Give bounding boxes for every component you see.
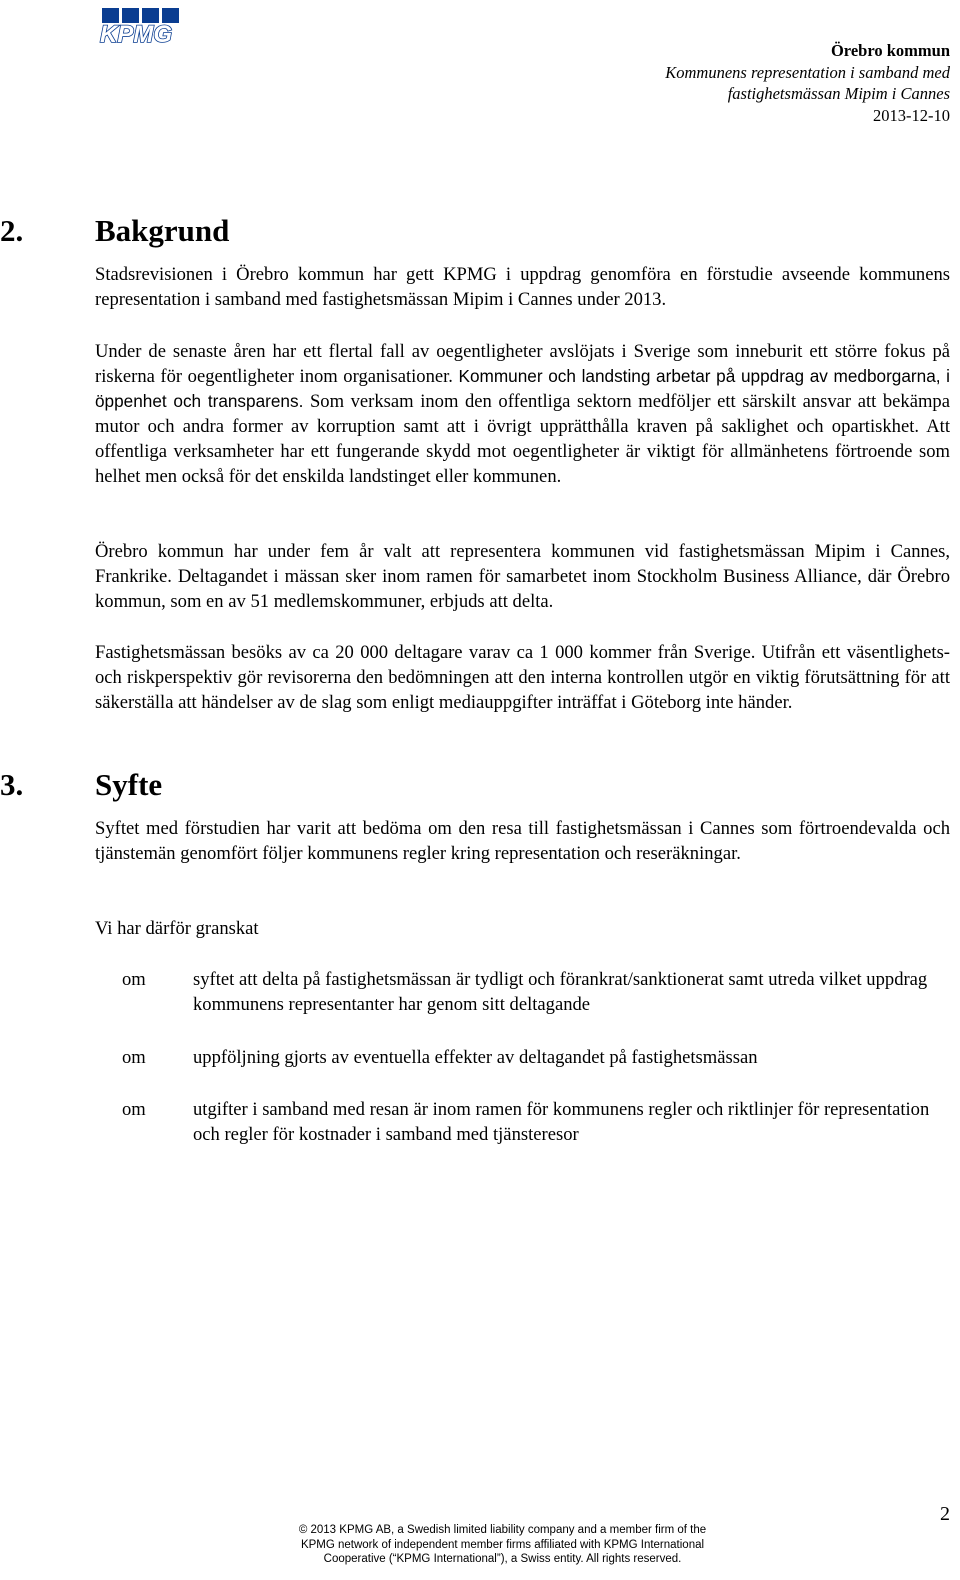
- bakgrund-paragraph-2: [95, 339, 950, 489]
- bakgrund-paragraph-4: Fastighetsmässan besöks av ca 20 000 deltagare varav ca 1 000 kommer från Sverige. Utifrån ett väsentlighets- och riskperspektiv gör revisorerna den bedömningen att den interna kontrollen utgör en viktig förutsättning för att säkerställa att händelser av de slag som enligt mediauppgifter inträffat i Göteborg inte händer.: [95, 642, 950, 713]
- footer-line-1: © 2013 KPMG AB, a Swedish limited liability company and a member firm of the: [298, 1524, 707, 1536]
- syfte-paragraph-1: Syftet med förstudien har varit att bedöma om den resa till fastighetsmässan i Cannes som förtroendevalda och tjänstemän genomfört följer kommunens regler kring representation och reseräkningar.: [95, 818, 950, 864]
- list-item-marker: om: [122, 1047, 146, 1068]
- kpmg-logo: [92, 6, 184, 46]
- header-org: Örebro kommun: [830, 41, 950, 60]
- document-header: [665, 40, 950, 126]
- section-title-bakgrund: Bakgrund: [95, 213, 230, 248]
- section-title-syfte: Syfte: [95, 767, 163, 802]
- list-item-marker: om: [122, 969, 146, 990]
- logo-text: KPMG: [100, 21, 172, 46]
- list-item-text: utgifter i samband med resan är inom ramen för kommunens regler och riktlinjer för representation och regler för kostnader i samband med tjänsteresor: [193, 1099, 930, 1145]
- list-item-text: uppföljning gjorts av eventuella effekter av deltagandet på fastighetsmässan: [193, 1047, 758, 1068]
- list-item-marker: om: [122, 1099, 146, 1120]
- page-number: 2: [940, 1503, 950, 1525]
- header-subtitle-line2: fastighetsmässan Mipim i Cannes: [727, 84, 950, 103]
- bakgrund-paragraph-2-part-3: Som verksam inom den offentliga sektorn medföljer ett särskilt ansvar att bekämpa mutor och andra former av korruption samt att i övrigt upprätthålla kraven på saklighet och opartiskhet. Att offentliga verksamheter har ett fungerande skydd mot oegentligheter är viktigt för allmänhetens förtroende som helhet men också för det enskilda landstinget eller kommunen.: [95, 391, 950, 487]
- footer-line-2: KPMG network of independent member firms affiliated with KPMG International: [300, 1538, 705, 1551]
- bakgrund-paragraph-1: Stadsrevisionen i Örebro kommun har gett KPMG i uppdrag genomföra en förstudie avseende kommunens representation i samband med fastighetsmässan Mipim i Cannes under 2013.: [95, 264, 950, 310]
- bakgrund-paragraph-2-part-2: Kommuner och landsting arbetar på uppdrag av medborgarna, i öppenhet och transparens.: [95, 366, 951, 411]
- list-item-text: syftet att delta på fastighetsmässan är tydligt och förankrat/sanktionerat samt utreda vilket uppdrag kommunens representanter har genom sitt deltagande: [193, 969, 928, 1015]
- section-number-syfte: 3.: [0, 767, 24, 802]
- syfte-paragraph-2: Vi har därför granskat: [95, 918, 259, 939]
- bakgrund-paragraph-2-part-1: Under de senaste åren har ett flertal fall av oegentligheter avslöjats i Sverige som inneburit ett större fokus på riskerna för oegentligheter inom organisationer.: [95, 341, 950, 387]
- bakgrund-paragraph-3: Örebro kommun har under fem år valt att representera kommunen vid fastighetsmässan Mipim i Cannes, Frankrike. Deltagandet i mässan sker inom ramen för samarbetet inom Stockholm Business Alliance, där Örebro kommun, som en av 51 medlemskommuner, erbjuds att delta.: [95, 541, 950, 612]
- footer-line-3: Cooperative (“KPMG International”), a Swiss entity. All rights reserved.: [323, 1553, 682, 1565]
- header-date: 2013-12-10: [873, 105, 950, 125]
- header-subtitle-line1: Kommunens representation i samband med: [665, 62, 950, 82]
- copyright-footer: [270, 1523, 735, 1567]
- section-number-bakgrund: 2.: [0, 213, 24, 248]
